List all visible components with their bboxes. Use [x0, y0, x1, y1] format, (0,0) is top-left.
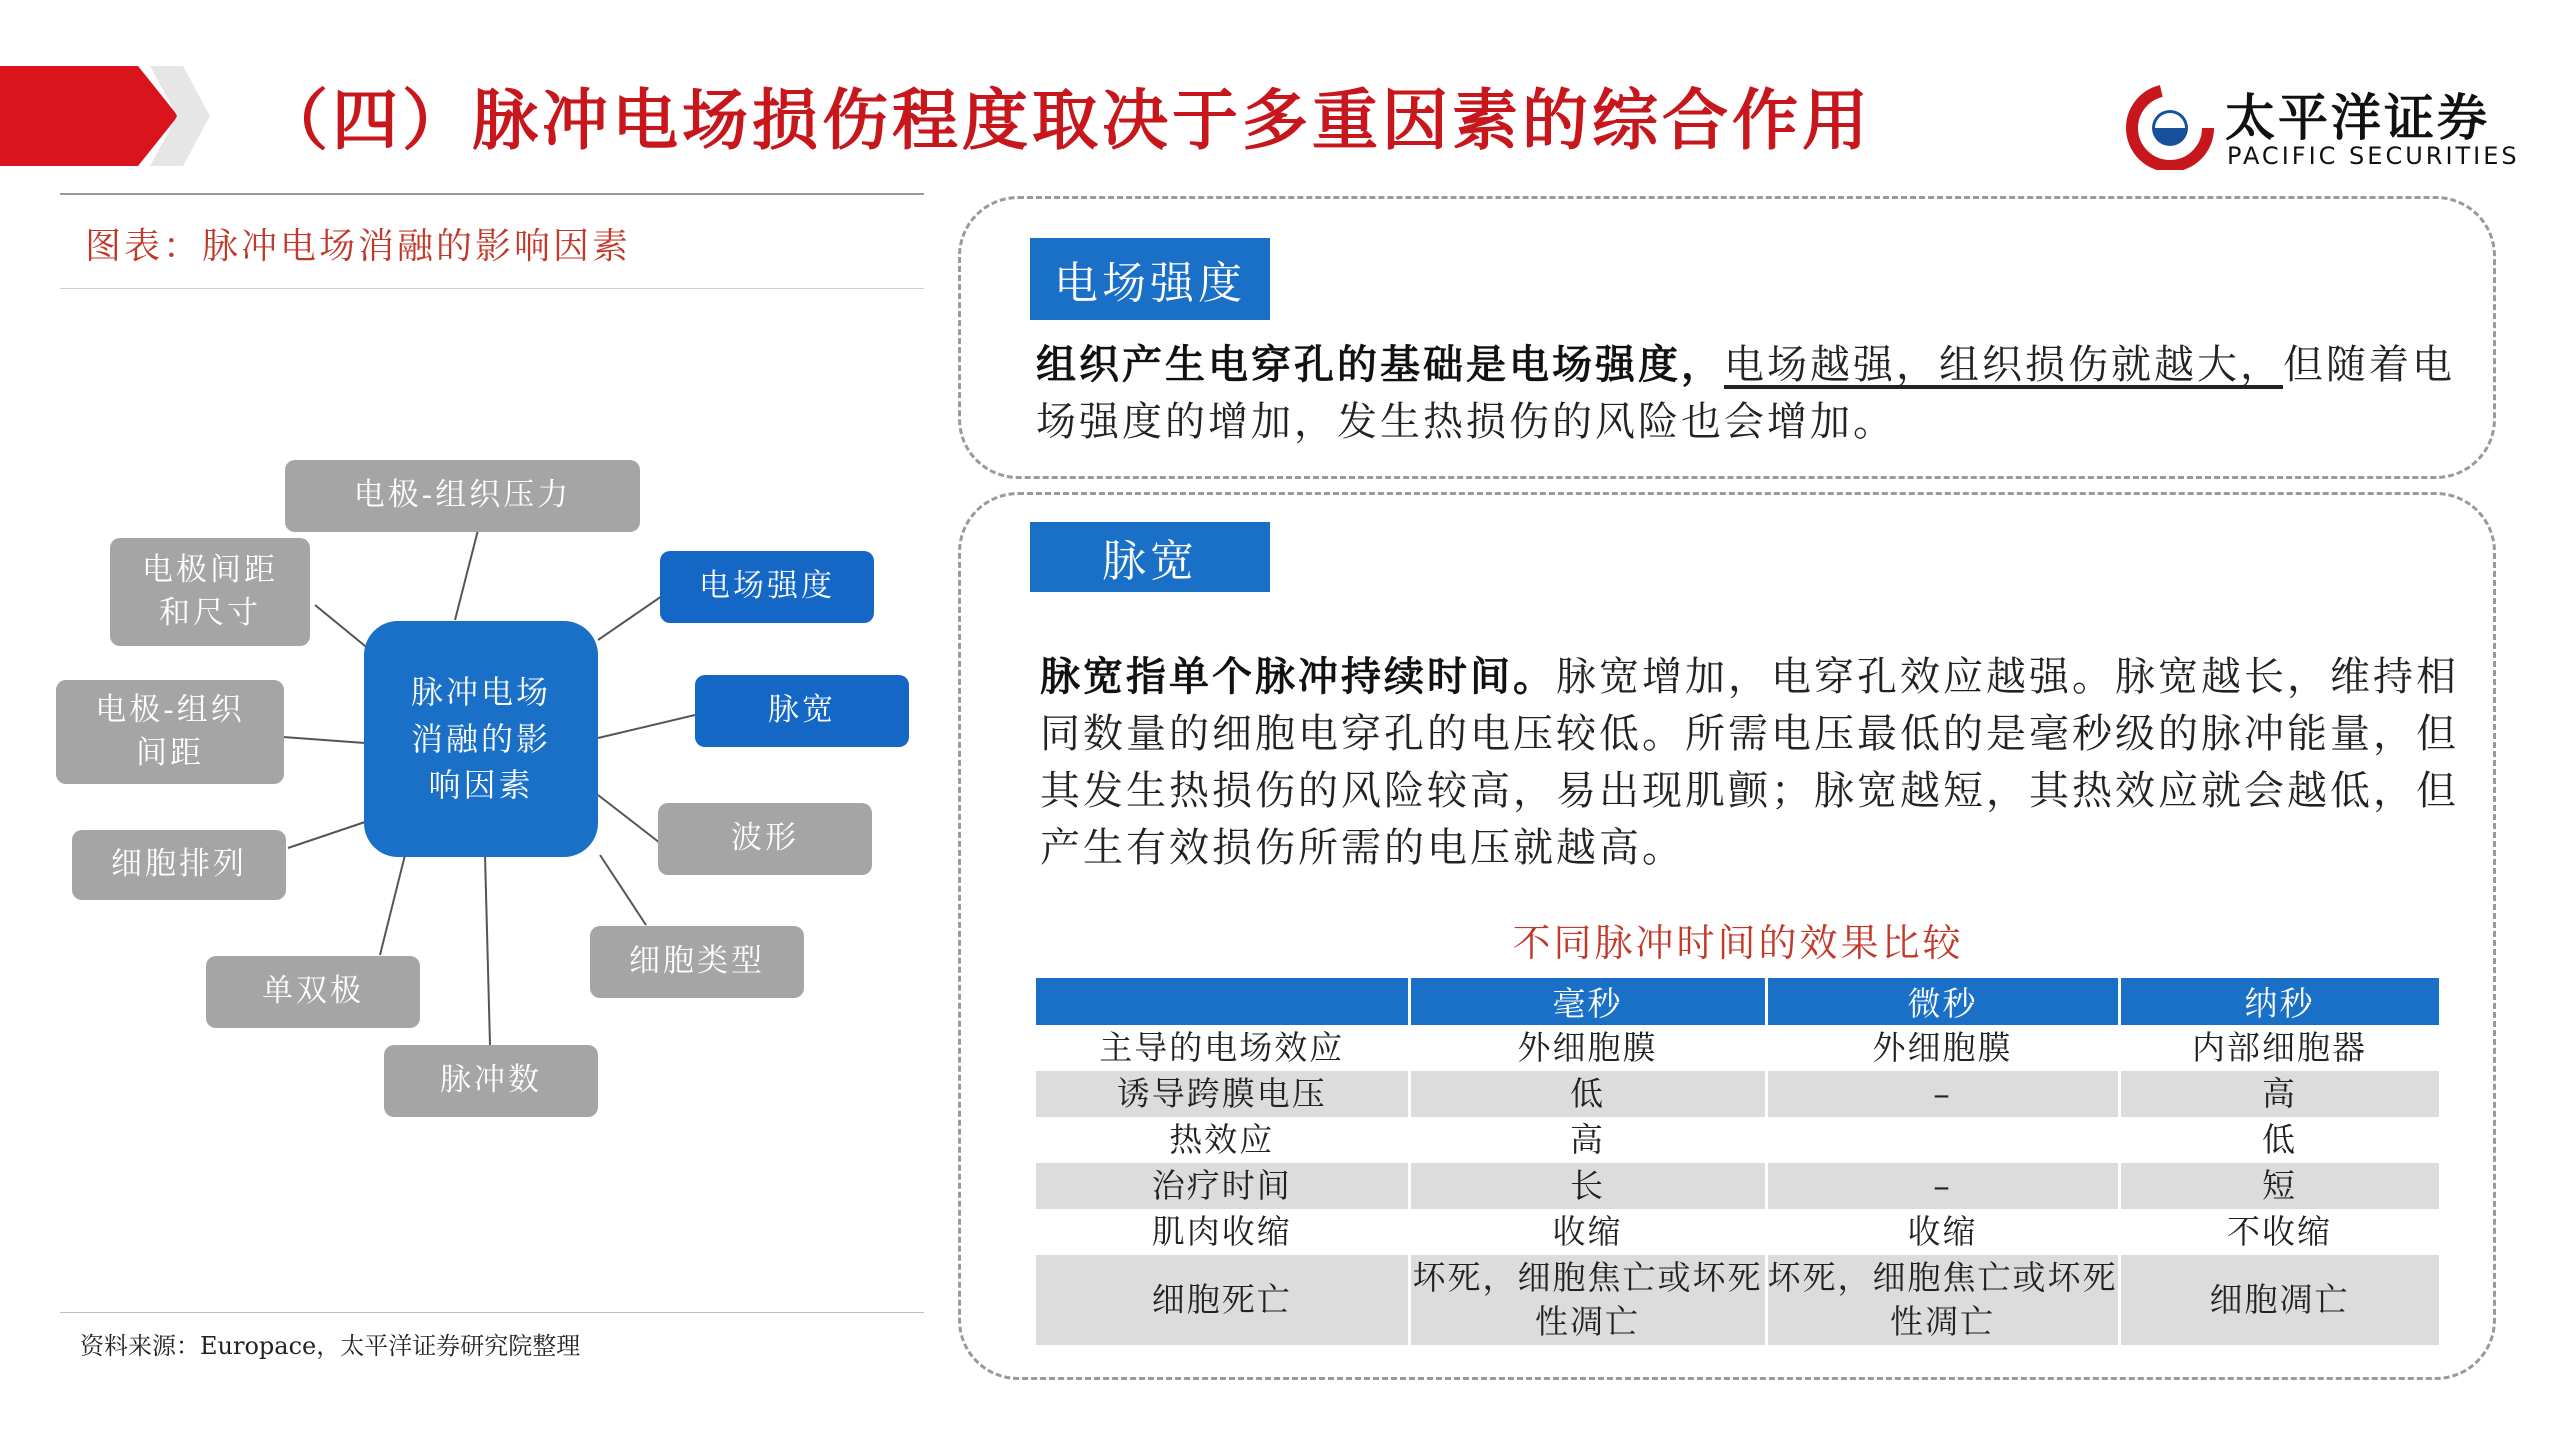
node-pressure: 电极-组织压力 — [285, 460, 640, 532]
field-strength-tag: 电场强度 — [1030, 238, 1270, 320]
table-cell: 外细胞膜 — [1409, 1025, 1766, 1071]
logo-chinese-name: 太平洋证券 — [2225, 89, 2490, 147]
table-cell: 坏死，细胞焦亡或坏死性凋亡 — [1409, 1255, 1766, 1345]
node-polarity: 单双极 — [206, 956, 420, 1028]
table-cell: 坏死，细胞焦亡或坏死性凋亡 — [1766, 1255, 2119, 1345]
table-cell: 高 — [2119, 1071, 2440, 1117]
logo-english-name: PACIFIC SECURITIES — [2227, 142, 2520, 170]
table-row — [1036, 1025, 2440, 1071]
pulse-width-rest: 脉宽增加，电穿孔效应越强。脉宽越长，维持相同数量的细胞电穿孔的电压较低。所需电压最低的是毫秒级的脉冲能量，但其发生热损伤的风险较高，易出现肌颤；脉宽越短，其热效应就会越低，但产生有效损伤所需的电压就越高。 — [1040, 654, 2459, 871]
table-cell: – — [1766, 1163, 2119, 1209]
pulse-width-text — [1040, 648, 2480, 877]
table-row — [1036, 1163, 2440, 1209]
table-row — [1036, 1255, 2440, 1345]
table-cell: 内部细胞器 — [2119, 1025, 2440, 1071]
node-celltype: 细胞类型 — [590, 926, 804, 998]
table-cell: 肌肉收缩 — [1036, 1209, 1409, 1255]
table-cell: 不收缩 — [2119, 1209, 2440, 1255]
node-pulse-width: 脉宽 — [695, 675, 909, 747]
table-cell: 热效应 — [1036, 1117, 1409, 1163]
table-cell: 外细胞膜 — [1766, 1025, 2119, 1071]
node-waveform: 波形 — [658, 803, 872, 875]
figure-caption: 图表：脉冲电场消融的影响因素 — [85, 226, 632, 267]
table-cell: 收缩 — [1409, 1209, 1766, 1255]
table-cell: 治疗时间 — [1036, 1163, 1409, 1209]
field-strength-bold: 组织产生电穿孔的基础是电场强度， — [1036, 341, 1724, 388]
table-cell: 短 — [2119, 1163, 2440, 1209]
table-cell: 细胞凋亡 — [2119, 1255, 2440, 1345]
field-strength-rest: 但随着电场强度的增加，发生热损伤的风险也会增加。 — [1036, 342, 2455, 445]
table-header-cell: 纳秒 — [2119, 978, 2440, 1025]
logo-mark-icon — [2125, 80, 2215, 170]
table-row — [1036, 1117, 2440, 1163]
table-row — [1036, 1071, 2440, 1117]
table-cell: 主导的电场效应 — [1036, 1025, 1409, 1071]
table-cell: 长 — [1409, 1163, 1766, 1209]
company-logo — [2125, 70, 2545, 180]
table-cell: – — [1766, 1071, 2119, 1117]
node-count: 脉冲数 — [384, 1045, 598, 1117]
table-cell: 收缩 — [1766, 1209, 2119, 1255]
node-arrangement: 细胞排列 — [72, 830, 286, 900]
table-row — [1036, 1209, 2440, 1255]
node-field-strength: 电场强度 — [660, 551, 874, 623]
table-cell — [1766, 1117, 2119, 1163]
table-cell: 低 — [1409, 1071, 1766, 1117]
field-strength-underlined: 电场越强，组织损伤就越大， — [1724, 342, 2283, 388]
table-header-cell — [1036, 978, 1409, 1025]
page-title: （四）脉冲电场损伤程度取决于多重因素的综合作用 — [262, 81, 1872, 159]
pulse-width-bold: 脉宽指单个脉冲持续时间。 — [1040, 653, 1556, 700]
field-strength-text — [1036, 336, 2456, 451]
table-header-row — [1036, 978, 2440, 1025]
table-header-cell: 微秒 — [1766, 978, 2119, 1025]
node-distance: 电极-组织间距 — [56, 680, 284, 784]
table-caption: 不同脉冲时间的效果比较 — [1512, 921, 1964, 965]
table-cell: 诱导跨膜电压 — [1036, 1071, 1409, 1117]
comparison-table — [1036, 978, 2442, 1345]
table-cell: 细胞死亡 — [1036, 1255, 1409, 1345]
center-node: 脉冲电场消融的影响因素 — [364, 621, 598, 857]
pulse-width-tag: 脉宽 — [1030, 522, 1270, 592]
table-header-cell: 毫秒 — [1409, 978, 1766, 1025]
source-divider — [60, 1312, 924, 1313]
table-cell: 低 — [2119, 1117, 2440, 1163]
node-spacing: 电极间距和尺寸 — [110, 538, 310, 646]
source-note: 资料来源：Europace，太平洋证券研究院整理 — [80, 1332, 581, 1360]
table-cell: 高 — [1409, 1117, 1766, 1163]
